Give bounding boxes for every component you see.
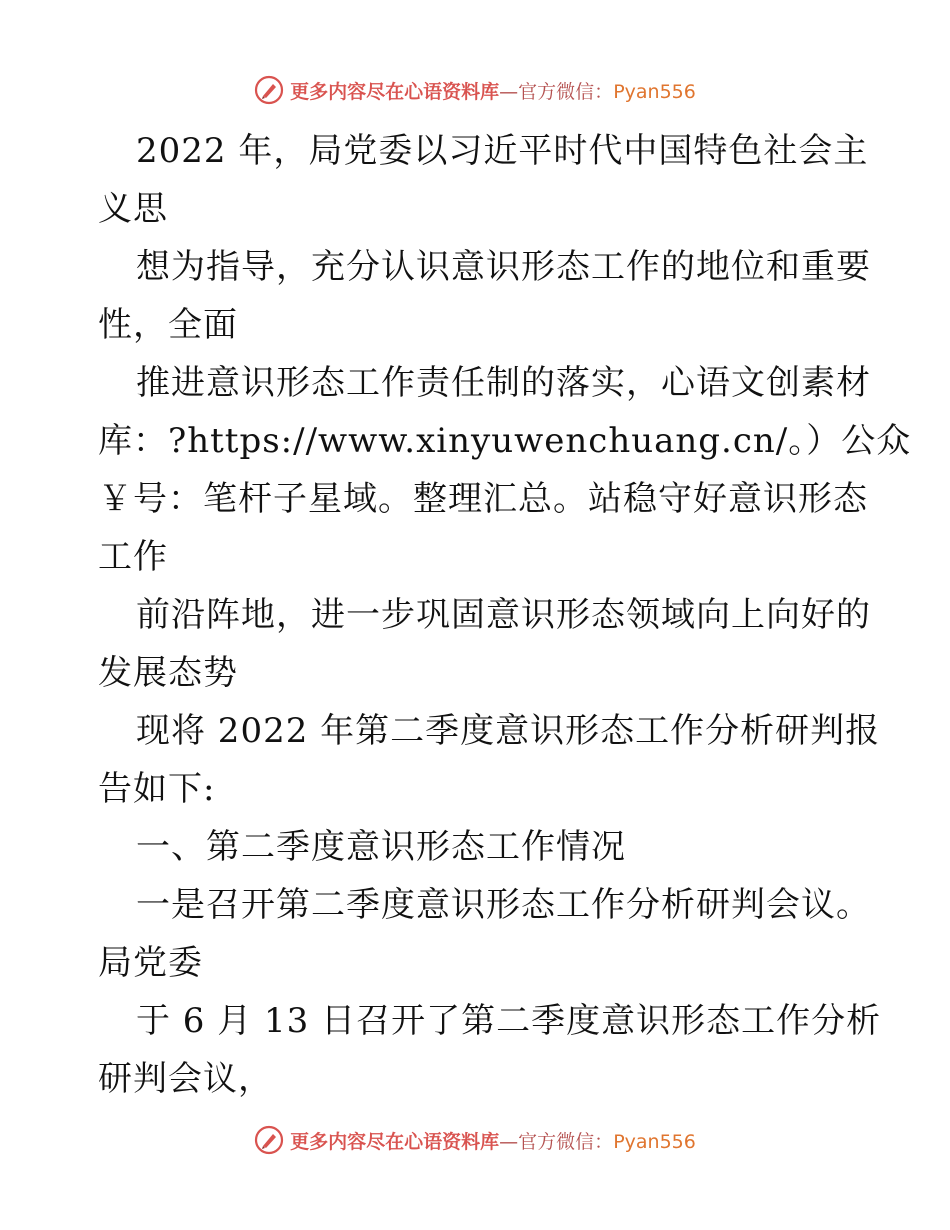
body-line: 想为指导，充分认识意识形态工作的地位和重要 — [136, 247, 871, 287]
body-line: 前沿阵地，进一步巩固意识形态领域向上向好的 — [136, 595, 871, 635]
body-line: 告如下: — [98, 769, 216, 809]
body-line: 性，全面 — [98, 305, 238, 345]
watermark-text — [290, 1127, 696, 1154]
body-line: 发展态势 — [98, 653, 238, 693]
watermark-wechat: Pyan556 — [613, 1130, 696, 1153]
watermark-part2: 官方微信： — [518, 1130, 614, 1153]
pen-logo-icon — [254, 75, 284, 105]
pen-logo-icon — [254, 1125, 284, 1155]
watermark-part1: 更多内容尽在心语资料库 — [290, 1130, 500, 1153]
watermark-dash: — — [499, 80, 519, 103]
body-line: ￥号：笔杆子星域。整理汇总。站稳守好意识形态 — [98, 479, 868, 519]
body-line: 义思 — [98, 189, 168, 229]
header-watermark — [0, 70, 950, 110]
body-line: 现将 2022 年第二季度意识形态工作分析研判报 — [136, 711, 881, 751]
section-heading: 一、第二季度意识形态工作情况 — [136, 827, 626, 867]
body-line: 于 6 月 13 日召开了第二季度意识形态工作分析 — [136, 1001, 882, 1041]
body-line: 库：?https://www.xinyuwenchuang.cn/。）公众 — [98, 421, 912, 461]
watermark-part2: 官方微信： — [518, 80, 614, 103]
body-line: 2022 年，局党委以习近平时代中国特色社会主 — [136, 131, 869, 171]
document-body — [98, 122, 912, 1108]
watermark-part1: 更多内容尽在心语资料库 — [290, 80, 500, 103]
watermark-text — [290, 77, 696, 104]
watermark-wechat: Pyan556 — [613, 80, 696, 103]
watermark-dash: — — [499, 1130, 519, 1153]
body-line: 研判会议， — [98, 1059, 273, 1099]
body-line: 推进意识形态工作责任制的落实，心语文创素材 — [136, 363, 871, 403]
body-line: 一是召开第二季度意识形态工作分析研判会议。 — [136, 885, 871, 925]
body-line: 工作 — [98, 537, 168, 577]
footer-watermark — [0, 1120, 950, 1160]
body-line: 局党委 — [98, 943, 203, 983]
